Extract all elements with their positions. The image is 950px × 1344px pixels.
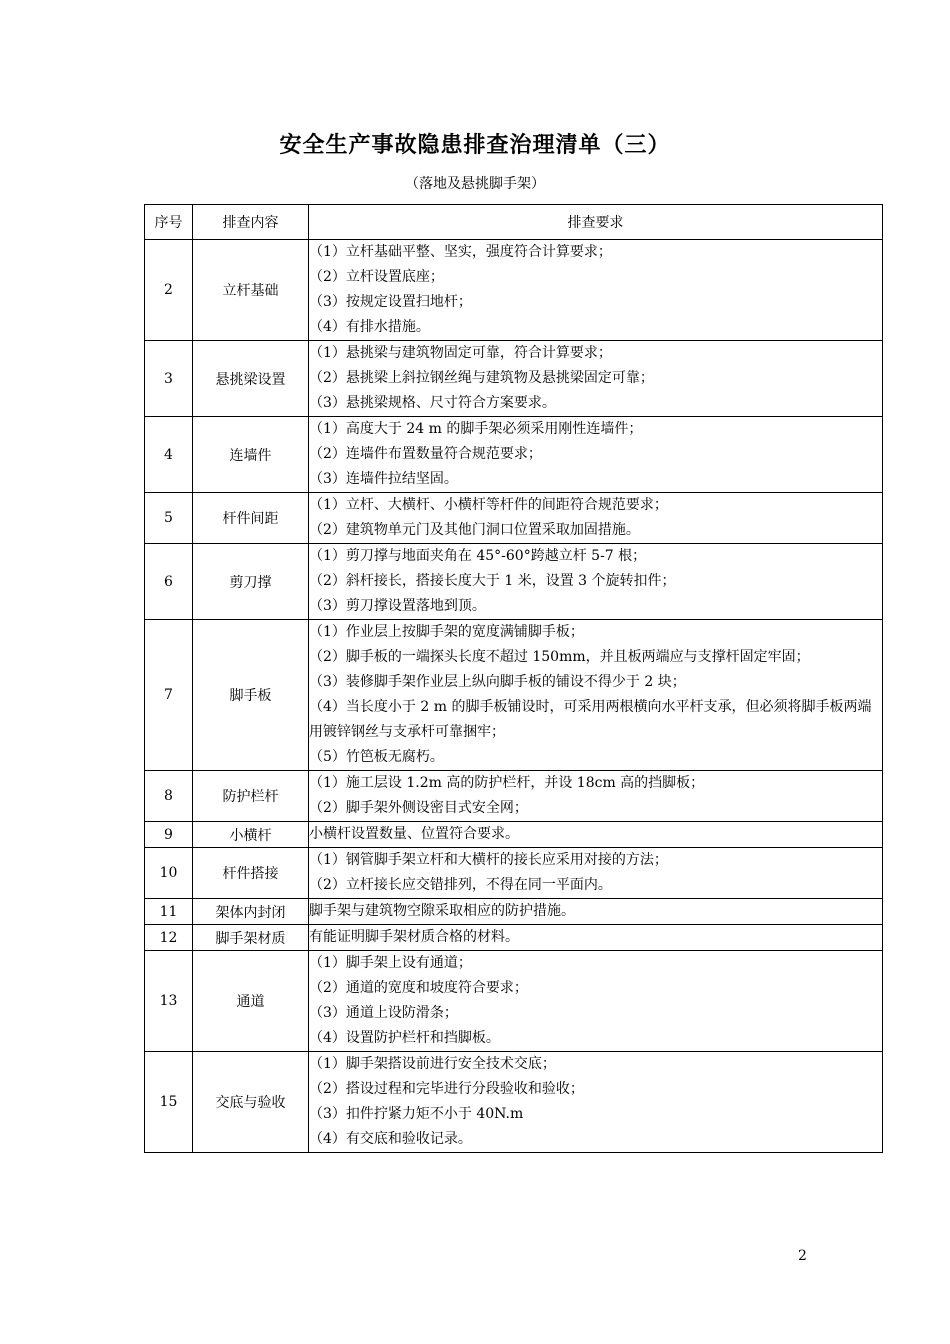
table-row (145, 417, 883, 493)
requirement-line: （2）脚手架外侧设密目式安全网； (309, 800, 528, 816)
table-row (145, 620, 883, 771)
requirement-line: （1）悬挑梁与建筑物固定可靠，符合计算要求； (309, 345, 612, 361)
inspection-requirements (309, 417, 883, 493)
row-number: 15 (145, 1052, 193, 1153)
row-number: 9 (145, 822, 193, 848)
requirement-line: （4）设置防护栏杆和挡脚板。 (309, 1030, 500, 1046)
requirement-line: （3）连墙件拉结坚固。 (309, 471, 458, 487)
row-number: 10 (145, 848, 193, 899)
table-body (145, 240, 883, 1153)
header-no: 序号 (145, 205, 193, 240)
header-requirements: 排查要求 (309, 205, 883, 240)
inspection-requirements (309, 925, 883, 951)
requirement-line: （1）立杆基础平整、坚实，强度符合计算要求； (309, 244, 612, 260)
row-number: 4 (145, 417, 193, 493)
requirement-line: （1）施工层设 1.2m 高的防护栏杆，并设 18cm 高的挡脚板； (309, 775, 705, 791)
requirement-line: （2）立杆设置底座； (309, 269, 444, 285)
row-number: 3 (145, 341, 193, 417)
requirement-line: （3）扣件拧紧力矩不小于 40N.m (309, 1106, 524, 1122)
table-row (145, 925, 883, 951)
page-number: 2 (798, 1248, 807, 1264)
requirement-line: （2）连墙件布置数量符合规范要求； (309, 446, 542, 462)
inspection-item: 杆件间距 (193, 493, 309, 544)
inspection-item: 交底与验收 (193, 1052, 309, 1153)
table-row (145, 1052, 883, 1153)
table-row (145, 951, 883, 1052)
inspection-requirements (309, 899, 883, 925)
row-number: 12 (145, 925, 193, 951)
inspection-item: 脚手板 (193, 620, 309, 771)
row-number: 7 (145, 620, 193, 771)
requirement-line: （1）立杆、大横杆、小横杆等杆件的间距符合规范要求； (309, 497, 668, 513)
requirement-line: （5）竹笆板无腐朽。 (309, 749, 444, 765)
inspection-requirements (309, 848, 883, 899)
row-number: 11 (145, 899, 193, 925)
document-subtitle: （落地及悬挑脚手架） (405, 176, 545, 192)
row-number: 13 (145, 951, 193, 1052)
inspection-item: 剪刀撑 (193, 544, 309, 620)
inspection-requirements (309, 493, 883, 544)
table-row (145, 848, 883, 899)
inspection-item: 杆件搭接 (193, 848, 309, 899)
table-row (145, 899, 883, 925)
requirement-line: （1）钢管脚手架立杆和大横杆的接长应采用对接的方法； (309, 852, 668, 868)
inspection-item: 防护栏杆 (193, 771, 309, 822)
inspection-item: 架体内封闭 (193, 899, 309, 925)
table-row (145, 493, 883, 544)
requirement-line: （2）悬挑梁上斜拉钢丝绳与建筑物及悬挑梁固定可靠； (309, 370, 654, 386)
inspection-item: 通道 (193, 951, 309, 1052)
requirement-line: （1）脚手架上设有通道； (309, 955, 472, 971)
requirement-line: （3）剪刀撑设置落地到顶。 (309, 598, 486, 614)
row-number: 5 (145, 493, 193, 544)
inspection-item: 立杆基础 (193, 240, 309, 341)
inspection-item: 脚手架材质 (193, 925, 309, 951)
requirement-line: （2）脚手板的一端探头长度不超过 150mm，并且板两端应与支撑杆固定牢固； (309, 649, 810, 665)
requirement-line: （3）悬挑梁规格、尺寸符合方案要求。 (309, 395, 556, 411)
requirement-line: （1）剪刀撑与地面夹角在 45°-60°跨越立杆 5-7 根； (309, 548, 647, 564)
requirement-line: （4）有交底和验收记录。 (309, 1131, 472, 1147)
row-number: 2 (145, 240, 193, 341)
row-number: 6 (145, 544, 193, 620)
inspection-item: 连墙件 (193, 417, 309, 493)
table-row (145, 822, 883, 848)
requirement-line: （2）斜杆接长，搭接长度大于 1 米，设置 3 个旋转扣件； (309, 573, 676, 589)
table-row (145, 771, 883, 822)
inspection-requirements (309, 822, 883, 848)
requirement-line: （1）高度大于 24 m 的脚手架必须采用刚性连墙件； (309, 421, 643, 437)
row-number: 8 (145, 771, 193, 822)
requirement-line: （4）有排水措施。 (309, 319, 430, 335)
inspection-table (144, 204, 883, 1153)
requirement-line: （1）作业层上按脚手架的宽度满铺脚手板； (309, 624, 584, 640)
table-row (145, 240, 883, 341)
table-row (145, 544, 883, 620)
inspection-item: 悬挑梁设置 (193, 341, 309, 417)
requirement-line: （3）装修脚手架作业层上纵向脚手板的铺设不得少于 2 块； (309, 674, 686, 690)
document-title: 安全生产事故隐患排查治理清单（三） (279, 133, 671, 158)
inspection-requirements (309, 620, 883, 771)
requirement-line: （2）建筑物单元门及其他门洞口位置采取加固措施。 (309, 522, 640, 538)
requirement-line: （2）搭设过程和完毕进行分段验收和验收； (309, 1081, 584, 1097)
header-item: 排查内容 (193, 205, 309, 240)
table-header-row (145, 205, 883, 240)
inspection-requirements (309, 951, 883, 1052)
requirement-line: 脚手架与建筑物空隙采取相应的防护措施。 (309, 903, 575, 919)
requirement-line: （3）按规定设置扫地杆； (309, 294, 472, 310)
requirement-line: （3）通道上设防滑条； (309, 1005, 458, 1021)
inspection-requirements (309, 341, 883, 417)
inspection-requirements (309, 544, 883, 620)
requirement-line: （2）通道的宽度和坡度符合要求； (309, 980, 528, 996)
inspection-item: 小横杆 (193, 822, 309, 848)
table-row (145, 341, 883, 417)
inspection-requirements (309, 771, 883, 822)
requirement-line: （2）立杆接长应交错排列，不得在同一平面内。 (309, 877, 612, 893)
requirement-line: （4）当长度小于 2 m 的脚手板铺设时，可采用两根横向水平杆支承，但必须将脚手板两端用镀锌钢丝与支承杆可靠捆牢； (309, 699, 872, 740)
requirement-line: 小横杆设置数量、位置符合要求。 (309, 826, 519, 842)
requirement-line: （1）脚手架搭设前进行安全技术交底； (309, 1056, 556, 1072)
requirement-line: 有能证明脚手架材质合格的材料。 (309, 929, 519, 945)
inspection-requirements (309, 1052, 883, 1153)
inspection-requirements (309, 240, 883, 341)
